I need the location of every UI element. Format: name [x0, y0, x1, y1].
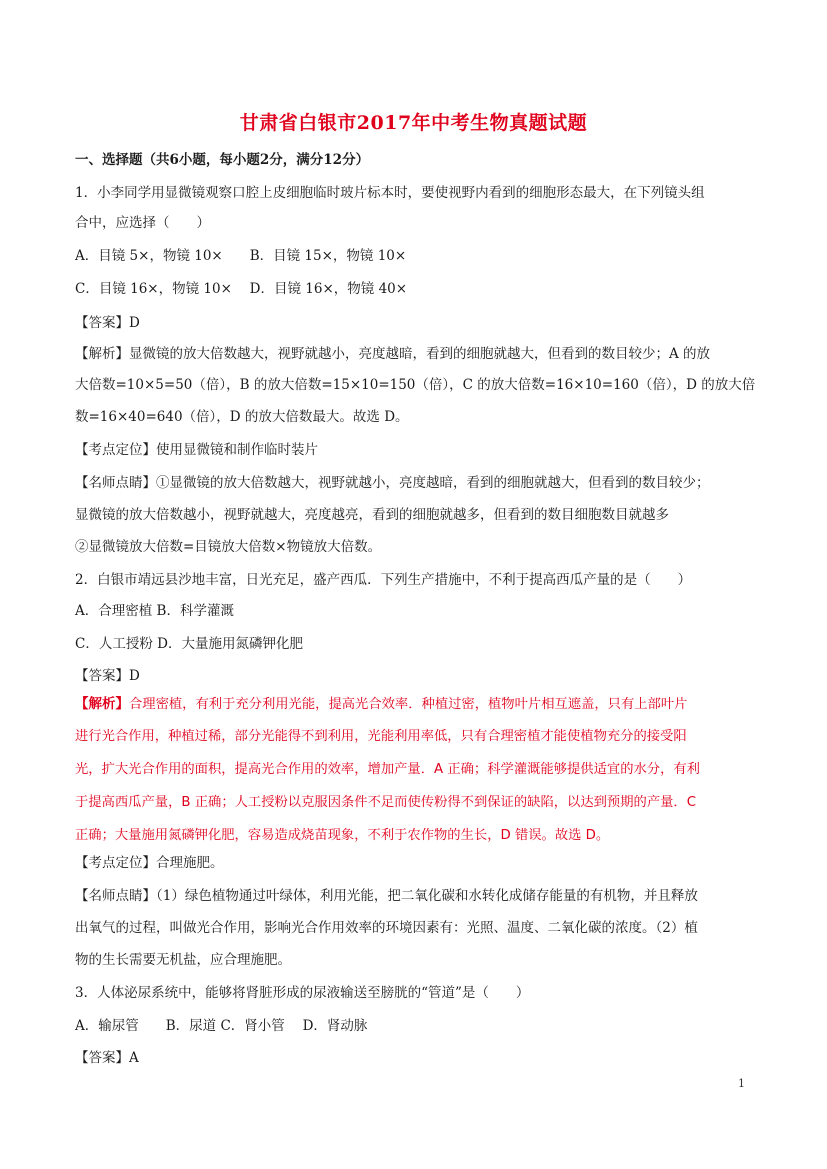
q2-explanation-label: 【解析】 [75, 696, 129, 712]
section-heading: 一、选择题（共6小题，每小题2分，满分12分） [75, 152, 370, 168]
q1-stem-line1: 1．小李同学用显微镜观察口腔上皮细胞临时玻片标本时，要使视野内看到的细胞形态最大，在下列镜头组 [75, 185, 705, 201]
q3-answer: 【答案】A [75, 1050, 139, 1066]
q1-teacher-note-line1: 【名师点睛】①显微镜的放大倍数越大，视野就越小，亮度越暗，看到的细胞就越大，但看到的数目较少； [75, 475, 710, 491]
q2-answer: 【答案】D [75, 668, 140, 684]
q2-options-ab: A．合理密植 B．科学灌溉 [75, 603, 234, 619]
q2-explanation-line1 [75, 694, 755, 715]
q1-explanation-line2: 大倍数=10×5=50（倍），B 的放大倍数=15×10=150（倍），C 的放大倍数=16×10=160（倍），D 的放大倍 [75, 377, 756, 393]
q2-teacher-note-line3: 物的生长需要无机盐，应合理施肥。 [75, 952, 291, 968]
q1-options-cd: C．目镜 16×，物镜 10× D．目镜 16×，物镜 40× [75, 281, 408, 297]
q2-explanation-line5: 正确；大量施用氮磷钾化肥，容易造成烧苗现象，不利于农作物的生长，D 错误。故选 D。 [75, 828, 610, 843]
q2-stem: 2．白银市靖远县沙地丰富，日光充足，盛产西瓜．下列生产措施中，不利于提高西瓜产量的是（ ） [75, 572, 692, 588]
q1-explanation-line1: 【解析】显微镜的放大倍数越大，视野就越小，亮度越暗，看到的细胞就越大，但看到的数目较少；A 的放 [75, 346, 711, 362]
q1-teacher-note-line2: 显微镜的放大倍数越小，视野就越大，亮度越亮，看到的细胞就越多，但看到的数目细胞数目就越多 [75, 507, 669, 523]
q3-options: A．输尿管 B．尿道 C．肾小管 D．肾动脉 [75, 1018, 368, 1034]
page-title: 甘肃省白银市2017年中考生物真题试题 [239, 112, 588, 134]
q2-explanation-line3: 光，扩大光合作用的面积，提高光合作用的效率，增加产量．A 正确；科学灌溉能够提供适宜的水分，有利 [75, 762, 700, 777]
page-number: 1 [738, 1077, 745, 1090]
q3-stem: 3．人体泌尿系统中，能够将肾脏形成的尿液输送至膀胱的“管道”是（ ） [75, 985, 530, 1001]
q2-explanation-line2: 进行光合作用，种植过稀，部分光能得不到利用，光能利用率低，只有合理密植才能使植物充分的接受阳 [75, 729, 687, 744]
q2-teacher-note-line2: 出氧气的过程，叫做光合作用，影响光合作用效率的环境因素有：光照、温度、二氧化碳的浓度。（2）植 [75, 920, 698, 936]
q2-key-point: 【考点定位】合理施肥。 [75, 855, 224, 871]
q1-explanation-line3: 数=16×40=640（倍），D 的放大倍数最大。故选 D。 [75, 409, 409, 425]
q2-options-cd: C．人工授粉 D．大量施用氮磷钾化肥 [75, 636, 303, 652]
q1-stem-line2: 合中，应选择（ ） [75, 215, 210, 231]
q1-options-ab: A．目镜 5×，物镜 10× B．目镜 15×，物镜 10× [75, 248, 407, 264]
q1-teacher-note-line3: ②显微镜放大倍数=目镜放大倍数×物镜放大倍数。 [75, 539, 382, 555]
q2-teacher-note-line1: 【名师点睛】（1）绿色植物通过叶绿体，利用光能，把二氧化碳和水转化成储存能量的有机物，并且释放 [75, 888, 698, 904]
q2-explanation-line4: 于提高西瓜产量，B 正确；人工授粉以克服因条件不足而使传粉得不到保证的缺陷，以达到预期的产量．C [75, 795, 696, 810]
q1-answer: 【答案】D [75, 315, 140, 331]
q1-key-point: 【考点定位】使用显微镜和制作临时装片 [75, 442, 318, 458]
q2-explanation-text: 合理密植，有利于充分利用光能，提高光合效率．种植过密，植物叶片相互遮盖，只有上部叶片 [129, 697, 688, 712]
